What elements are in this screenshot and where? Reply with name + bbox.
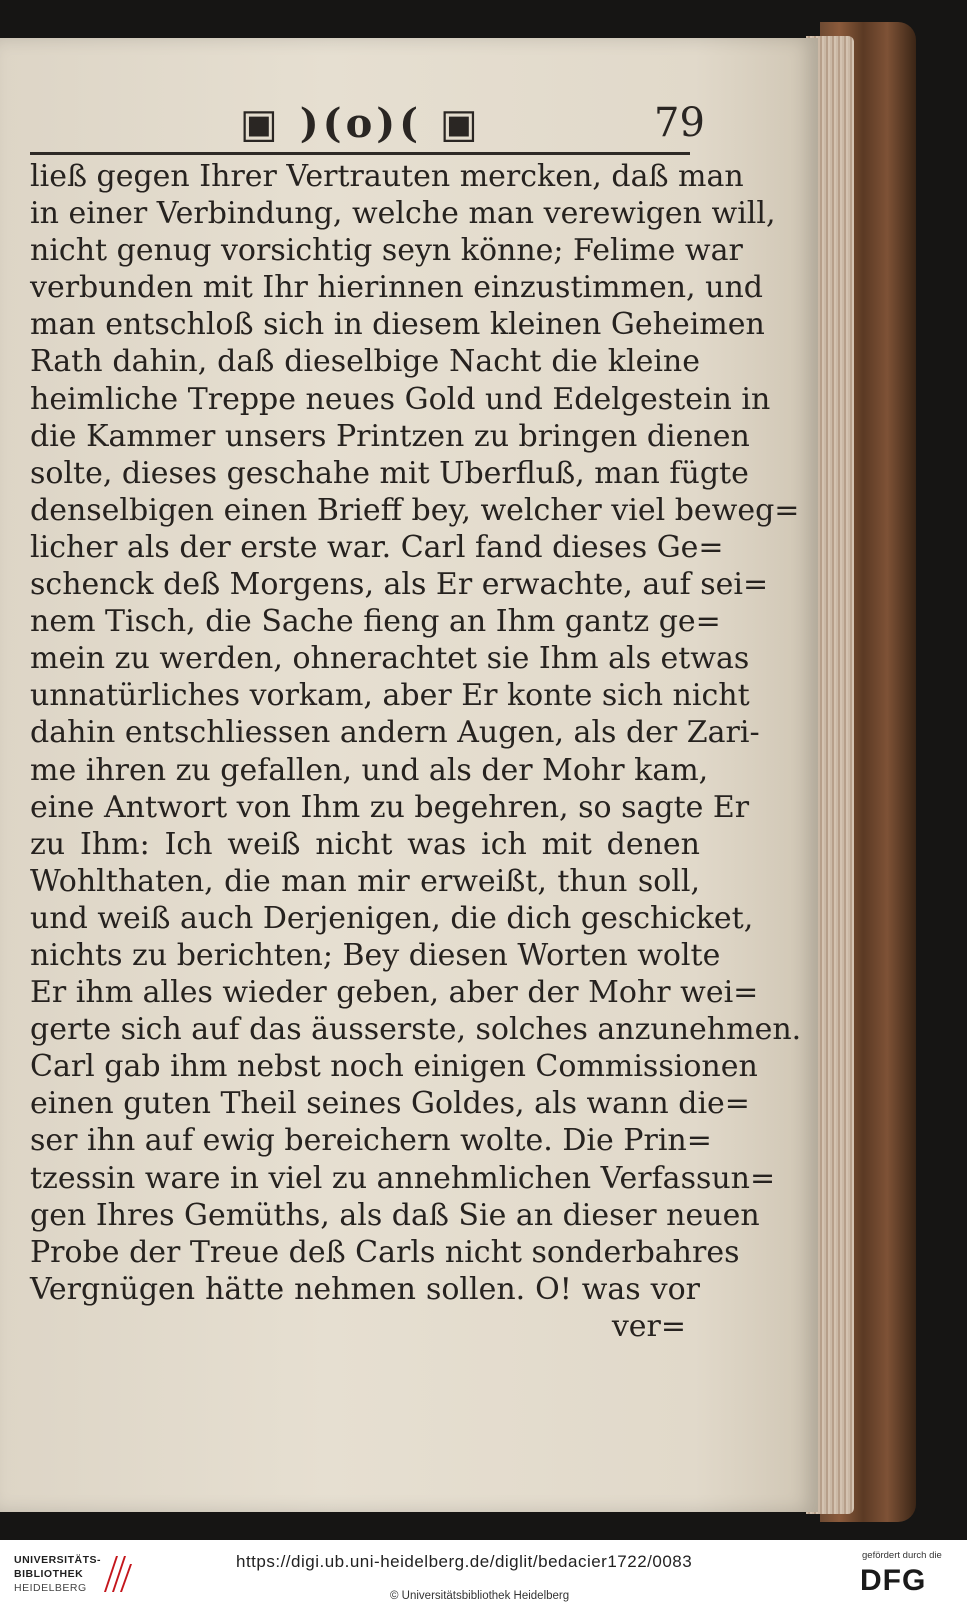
viewer-footer: [0, 1540, 967, 1618]
text-line: me ihren zu gefallen, und als der Mohr kam,: [30, 752, 709, 788]
text-line: licher als der erste war. Carl fand dieses Ge=: [30, 529, 724, 565]
text-line: Vergnügen hätte nehmen sollen. O! was vor: [30, 1271, 700, 1307]
permalink-url[interactable]: https://digi.ub.uni-heidelberg.de/diglit/bedacier1722/0083: [236, 1552, 693, 1571]
text-line: ser ihn auf ewig bereichern wolte. Die Prin=: [30, 1123, 712, 1159]
text-line: Er ihm alles wieder geben, aber der Mohr wei=: [30, 975, 759, 1011]
text-line: die Kammer unsers Printzen zu bringen dienen: [30, 418, 750, 454]
text-line: heimliche Treppe neues Gold und Edelgestein in: [30, 381, 771, 417]
text-line: Wohlthaten, die man mir erweißt, thun soll,: [30, 863, 700, 899]
text-line: Rath dahin, daß dieselbige Nacht die kleine: [30, 344, 700, 380]
text-line: unnatürliches vorkam, aber Er konte sich nicht: [30, 678, 750, 714]
copyright-notice: © Universitätsbibliothek Heidelberg: [390, 1590, 570, 1602]
text-line: Probe der Treue deß Carls nicht sonderbahres: [30, 1234, 740, 1270]
text-line: nem Tisch, die Sache fieng an Ihm gantz ge=: [30, 604, 721, 640]
running-header: [30, 92, 710, 148]
library-logo-icon: [100, 1552, 134, 1596]
book-page: [0, 38, 818, 1512]
text-line: und weiß auch Derjenigen, die dich geschicket,: [30, 900, 754, 936]
text-line: zu Ihm: Ich weiß nicht was ich mit denen: [30, 826, 700, 862]
text-line: ver=: [611, 1308, 686, 1344]
library-name-line1: UNIVERSITÄTS-: [14, 1554, 102, 1566]
text-line: tzessin ware in viel zu annehmlichen Verfassun=: [30, 1160, 776, 1196]
header-ornament: ▣ )(o)( ▣: [240, 100, 482, 147]
text-line: mein zu werden, ohnerachtet sie Ihm als etwas: [30, 641, 750, 677]
funded-by-label: gefördert durch die: [862, 1550, 942, 1561]
text-line: Carl gab ihm nebst noch einigen Commissionen: [30, 1049, 758, 1085]
text-line: ließ gegen Ihrer Vertrauten mercken, daß man: [30, 159, 744, 194]
header-rule: [30, 152, 690, 155]
text-line: solte, dieses geschahe mit Uberfluß, man fügte: [30, 455, 749, 491]
text-line: verbunden mit Ihr hierinnen einzustimmen, und: [30, 270, 763, 306]
library-name-line2: BIBLIOTHEK: [14, 1568, 84, 1580]
body-text: [30, 158, 802, 1345]
text-line: man entschloß sich in diesem kleinen Geheimen: [30, 307, 765, 343]
text-line: denselbigen einen Brieff bey, welcher viel beweg=: [30, 492, 800, 528]
text-line: dahin entschliessen andern Augen, als der Zari-: [30, 715, 760, 751]
text-line: einen guten Theil seines Goldes, als wann die=: [30, 1086, 750, 1122]
text-line: nicht genug vorsichtig seyn könne; Felime war: [30, 233, 743, 269]
dfg-logo: DFG: [860, 1564, 927, 1597]
library-name-line3: HEIDELBERG: [14, 1582, 87, 1594]
page-number: 79: [654, 100, 705, 146]
text-line: in einer Verbindung, welche man verewigen will,: [30, 196, 776, 232]
text-line: gerte sich auf das äusserste, solches anzunehmen.: [30, 1012, 802, 1048]
text-line: schenck deß Morgens, als Er erwachte, auf sei=: [30, 567, 769, 603]
text-line: gen Ihres Gemüths, als daß Sie an dieser neuen: [30, 1197, 760, 1233]
text-line: eine Antwort von Ihm zu begehren, so sagte Er: [30, 789, 750, 825]
text-line: nichts zu berichten; Bey diesen Worten wolte: [30, 937, 721, 973]
